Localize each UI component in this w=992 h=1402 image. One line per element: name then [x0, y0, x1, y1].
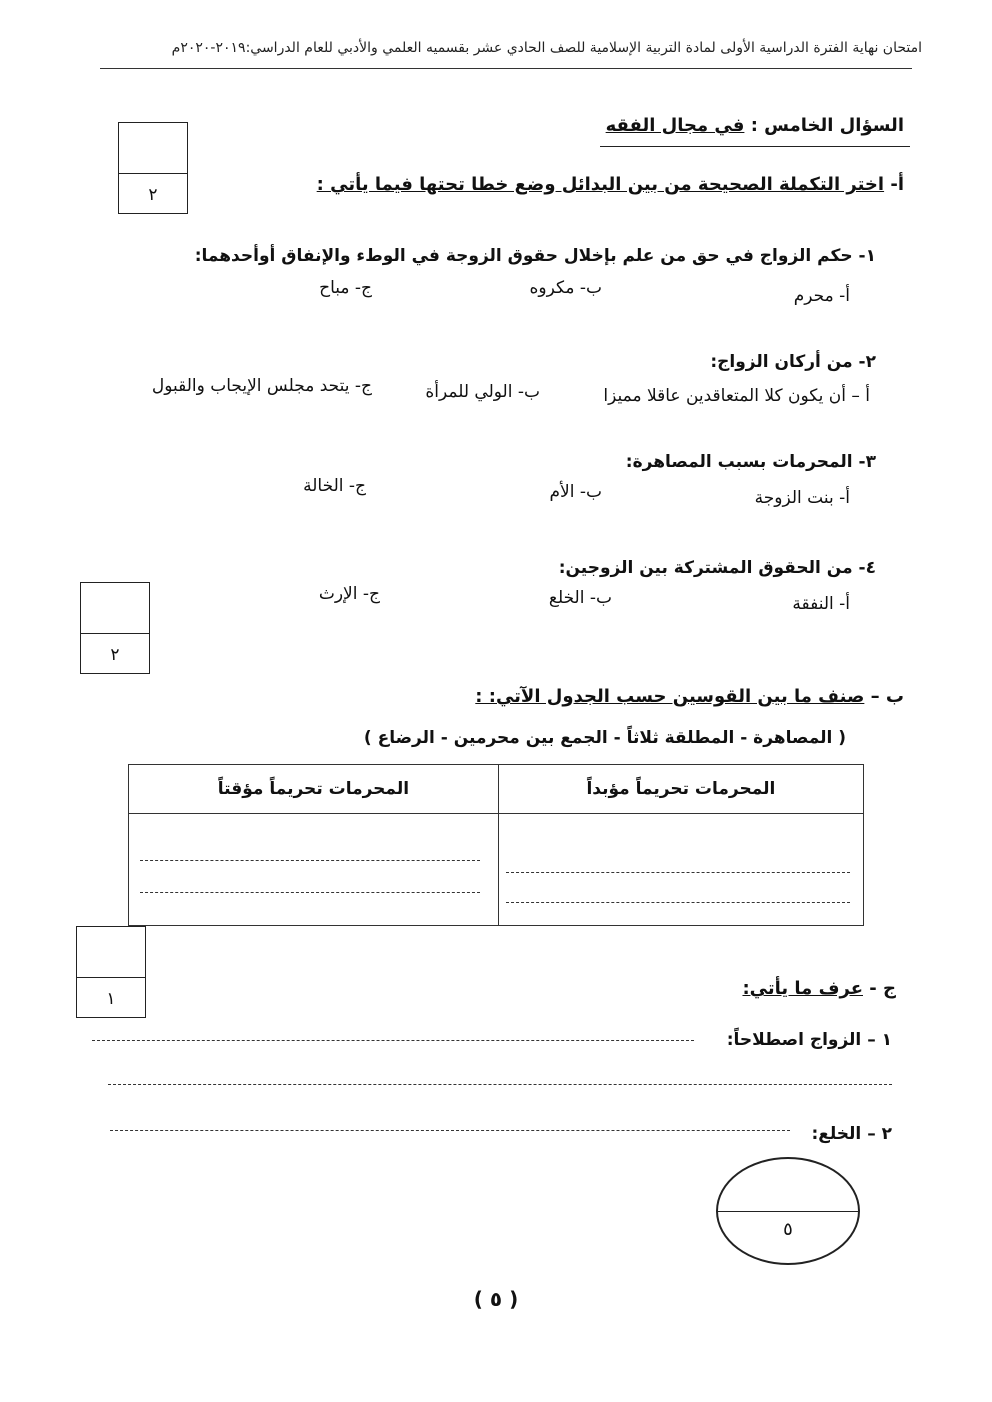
- answer-line: [506, 902, 850, 903]
- option-3c[interactable]: ج- الخالة: [303, 476, 366, 496]
- question-number: ٤-: [858, 558, 876, 578]
- question-text: المحرمات بسبب المصاهرة:: [625, 452, 853, 472]
- answer-line: [140, 860, 480, 861]
- column-header-permanent: المحرمات تحريماً مؤبداً: [498, 765, 863, 814]
- part-a-text: اختر التكملة الصحيحة من بين البدائل وضع خطا تحتها فيما يأتي :: [316, 174, 885, 195]
- definition-2: [811, 1124, 892, 1144]
- score-box-part-b: [80, 582, 150, 674]
- part-b-letter: ب –: [870, 686, 904, 707]
- score-box-part-c: [76, 926, 146, 1018]
- column-header-temporary: المحرمات تحريماً مؤقتاً: [129, 765, 499, 814]
- term-label: الزواج اصطلاحاً:: [726, 1030, 862, 1050]
- option-1a[interactable]: أ- محرم: [793, 286, 850, 306]
- option-4b[interactable]: ب- الخلع: [548, 588, 612, 608]
- section-label: السؤال الخامس :: [750, 115, 904, 136]
- section-topic: في مجال الفقه: [605, 115, 745, 136]
- total-score-value: ٥: [783, 1219, 793, 1240]
- answer-cell-temporary[interactable]: [129, 814, 499, 926]
- question-4: [559, 558, 876, 578]
- option-2a[interactable]: أ – أن يكون كلا المتعاقدين عاقلا مميزا: [603, 386, 870, 406]
- header-divider: [100, 68, 912, 69]
- answer-cell-permanent[interactable]: [498, 814, 863, 926]
- question-2: [710, 352, 876, 372]
- answer-line: [506, 872, 850, 873]
- option-2b[interactable]: ب- الولي للمرأة: [425, 382, 540, 402]
- score-box-part-a: [118, 122, 188, 214]
- part-b-text: صنف ما بين القوسين حسب الجدول الآتي: :: [475, 686, 865, 707]
- part-b-instruction: [475, 686, 904, 707]
- score-value: ٢: [148, 185, 158, 205]
- option-4a[interactable]: أ- النفقة: [792, 594, 850, 614]
- item-number: ٢ –: [867, 1124, 892, 1144]
- part-a-letter: أ-: [890, 174, 904, 195]
- question-number: ٣-: [858, 452, 876, 472]
- answer-line: [140, 892, 480, 893]
- part-c-instruction: [742, 978, 896, 999]
- score-value: ٢: [110, 645, 120, 665]
- question-text: من أركان الزواج:: [710, 352, 853, 372]
- answer-line[interactable]: [110, 1130, 790, 1131]
- option-1b[interactable]: ب- مكروه: [529, 278, 602, 298]
- answer-line[interactable]: [108, 1084, 892, 1085]
- question-3: [626, 452, 876, 472]
- option-4c[interactable]: ج- الإرث: [318, 584, 380, 604]
- page-number: ( ٥ ): [473, 1287, 519, 1311]
- exam-header: امتحان نهاية الفترة الدراسية الأولى لمادة التربية الإسلامية للصف الحادي عشر بقسميه العلمي والأدبي للعام الدراسي:٢٠١٩-٢٠٢٠م: [171, 40, 922, 56]
- answer-line[interactable]: [92, 1040, 694, 1041]
- part-c-letter: ج -: [869, 978, 896, 999]
- question-number: ١-: [858, 246, 876, 266]
- question-text: من الحقوق المشتركة بين الزوجين:: [558, 558, 853, 578]
- part-b-items: ( المصاهرة - المطلقة ثلاثاً - الجمع بين محرمين - الرضاع ): [363, 728, 846, 748]
- term-label: الخلع:: [811, 1124, 862, 1144]
- total-score-circle: [716, 1157, 860, 1265]
- option-2c[interactable]: ج- يتحد مجلس الإيجاب والقبول: [151, 376, 372, 396]
- part-c-text: عرف ما يأتي:: [742, 978, 863, 999]
- question-number: ٢-: [858, 352, 876, 372]
- section-title: [606, 115, 904, 136]
- score-value: ١: [106, 989, 116, 1009]
- option-1c[interactable]: ج- مباح: [319, 278, 372, 298]
- item-number: ١ –: [867, 1030, 892, 1050]
- option-3a[interactable]: أ- بنت الزوجة: [754, 488, 850, 508]
- option-3b[interactable]: ب- الأم: [549, 482, 602, 502]
- part-a-instruction: [317, 174, 904, 195]
- title-underline: [600, 146, 910, 147]
- question-1: [195, 246, 876, 266]
- definition-1: [727, 1030, 892, 1050]
- question-text: حكم الزواج في حق من علم بإخلال حقوق الزوجة في الوطء والإنفاق أوأحدهما:: [194, 246, 853, 266]
